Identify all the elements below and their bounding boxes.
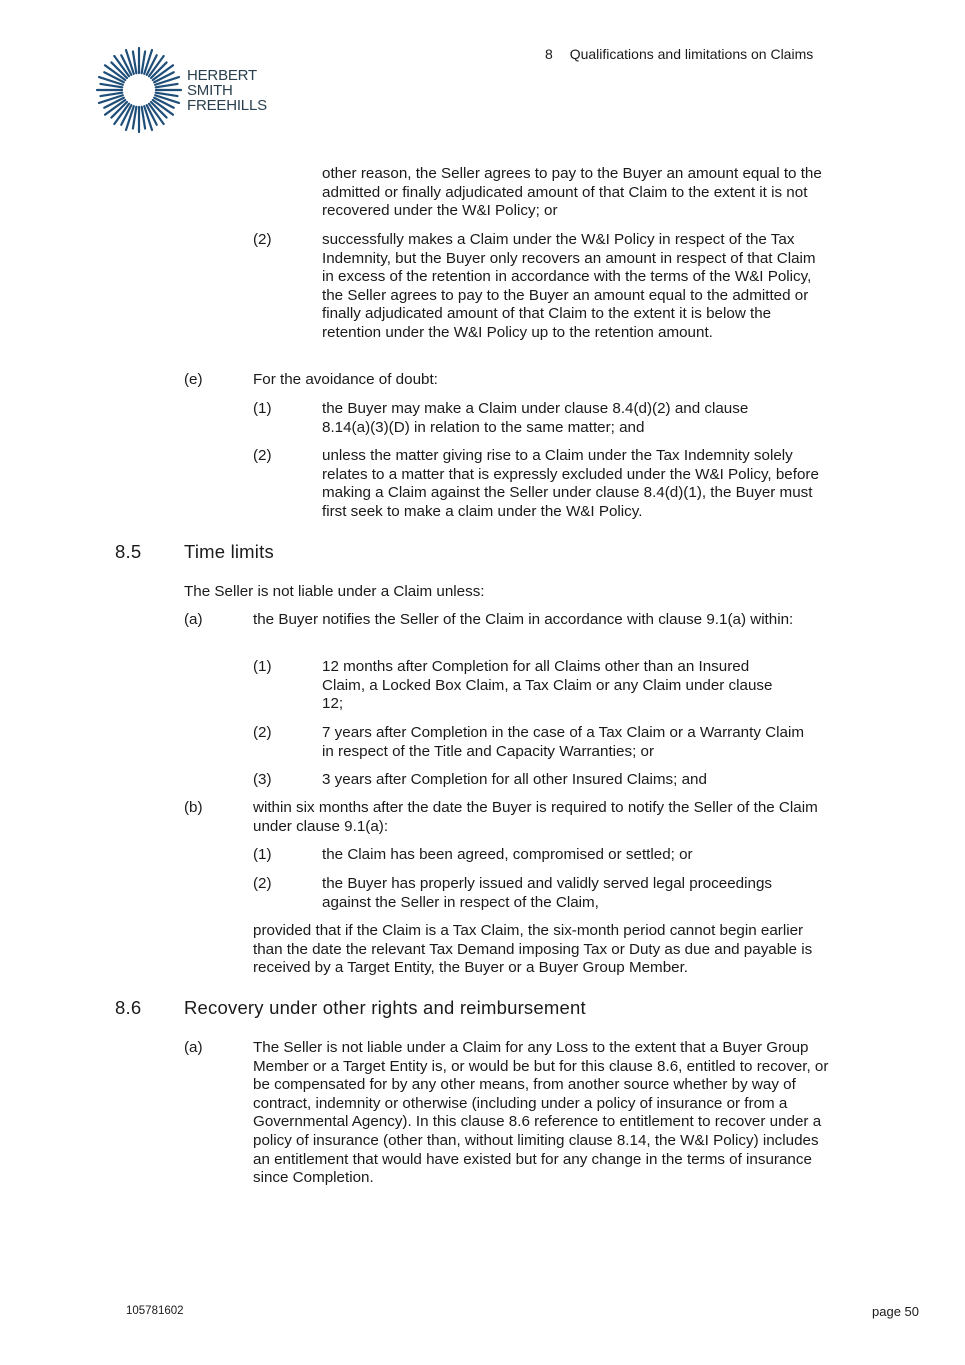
clause-e2-text: unless the matter giving rise to a Claim under the Tax Indemnity solely relates to a matter that is expressly excluded under the W&I Policy, before making a Claim against the Seller under clause 8.4(d)(1), the Buyer must first seek to make a claim under the W&I Policy. <box>322 447 819 520</box>
clause-number: (a) <box>184 1039 203 1056</box>
clause-8-5-a1-text: 12 months after Completion for all Claims other than an Insured Claim, a Locked Box Claim, a Tax Claim or any Claim under clause 12; <box>322 658 773 713</box>
running-header <box>545 46 835 62</box>
clause-number: (b) <box>184 799 203 816</box>
clause-8-5-b-text: within six months after the date the Buyer is required to notify the Seller of the Claim under clause 9.1(a): <box>253 799 818 835</box>
clause-e-text: For the avoidance of doubt: <box>253 371 438 388</box>
clause-number: (1) <box>253 846 272 863</box>
clause-number: (1) <box>253 400 272 417</box>
clause-8-5-a-text: the Buyer notifies the Seller of the Claim in accordance with clause 9.1(a) within: <box>253 611 794 628</box>
clause-number: (a) <box>184 611 203 628</box>
header-title: Qualifications and limitations on Claims <box>569 46 814 62</box>
section-title-8-6: Recovery under other rights and reimbursement <box>184 997 586 1018</box>
section-8-5-intro: The Seller is not liable under a Claim unless: <box>184 583 485 600</box>
clause-8-5-a2-text: 7 years after Completion in the case of a Tax Claim or a Warranty Claim in respect of the Title and Capacity Warranties; or <box>322 724 804 760</box>
section-title-8-5: Time limits <box>184 541 274 562</box>
clause-8-5-proviso: provided that if the Claim is a Tax Claim, the six-month period cannot begin earlier than the date the relevant Tax Demand imposing Tax or Duty as due and payable is received by a Target Entity, the Buyer or a Buyer Group Member. <box>253 922 813 977</box>
clause-number: (2) <box>253 447 272 464</box>
header-number: 8 <box>545 46 553 62</box>
clause-number: (e) <box>184 371 203 388</box>
clause-d1-continuation: other reason, the Seller agrees to pay to the Buyer an amount equal to the admitted or finally adjudicated amount of that Claim to the extent it is not recovered under the W&I Policy; or <box>322 165 822 220</box>
clause-number: (2) <box>253 875 272 892</box>
clause-e1-text: the Buyer may make a Claim under clause 8.4(d)(2) and clause 8.14(a)(3)(D) in relation to the same matter; and <box>322 400 749 436</box>
logo-line-2: SMITH <box>187 82 233 99</box>
clause-8-5-b1-text: the Claim has been agreed, compromised or settled; or <box>322 846 693 863</box>
clause-number: (1) <box>253 658 272 675</box>
clause-d2-text: successfully makes a Claim under the W&I Policy in respect of the Tax Indemnity, but the Buyer only recovers an amount in respect of that Claim in excess of the retention in accordance with the terms of the W&I Policy, the Seller agrees to pay to the Buyer an amount equal to the admitted or finally adjudicated amount of that Claim to the extent it is below the retention under the W&I Policy up to the retention amount. <box>322 231 816 341</box>
logo-line-1: HERBERT <box>187 67 258 84</box>
clause-8-5-a3-text: 3 years after Completion for all other Insured Claims; and <box>322 771 707 788</box>
starburst-logo-icon <box>95 46 183 134</box>
logo-line-3: FREEHILLS <box>187 97 267 114</box>
section-number: 8.6 <box>115 997 142 1018</box>
page-number: page 50 <box>872 1304 919 1319</box>
clause-number: (2) <box>253 724 272 741</box>
clause-number: (3) <box>253 771 272 788</box>
section-number: 8.5 <box>115 541 142 562</box>
clause-number: (2) <box>253 231 272 248</box>
clause-8-6-a-text: The Seller is not liable under a Claim for any Loss to the extent that a Buyer Group Member or a Target Entity is, or would be but for this clause 8.6, entitled to recover, or be compensated for by any other means, from another source whether by way of contract, indemnity or otherwise (including under a policy of insurance or from a Governmental Agency). In this clause 8.6 reference to entitlement to recover under a policy of insurance (other than, without limiting clause 8.14, the W&I Policy) includes an entitlement that would have existed but for any change in the terms of insurance since Completion. <box>253 1039 829 1187</box>
clause-8-5-b2-text: the Buyer has properly issued and validly served legal proceedings against the Seller in respect of the Claim, <box>322 875 772 911</box>
firm-logo <box>95 46 275 134</box>
document-id: 105781602 <box>126 1305 184 1317</box>
